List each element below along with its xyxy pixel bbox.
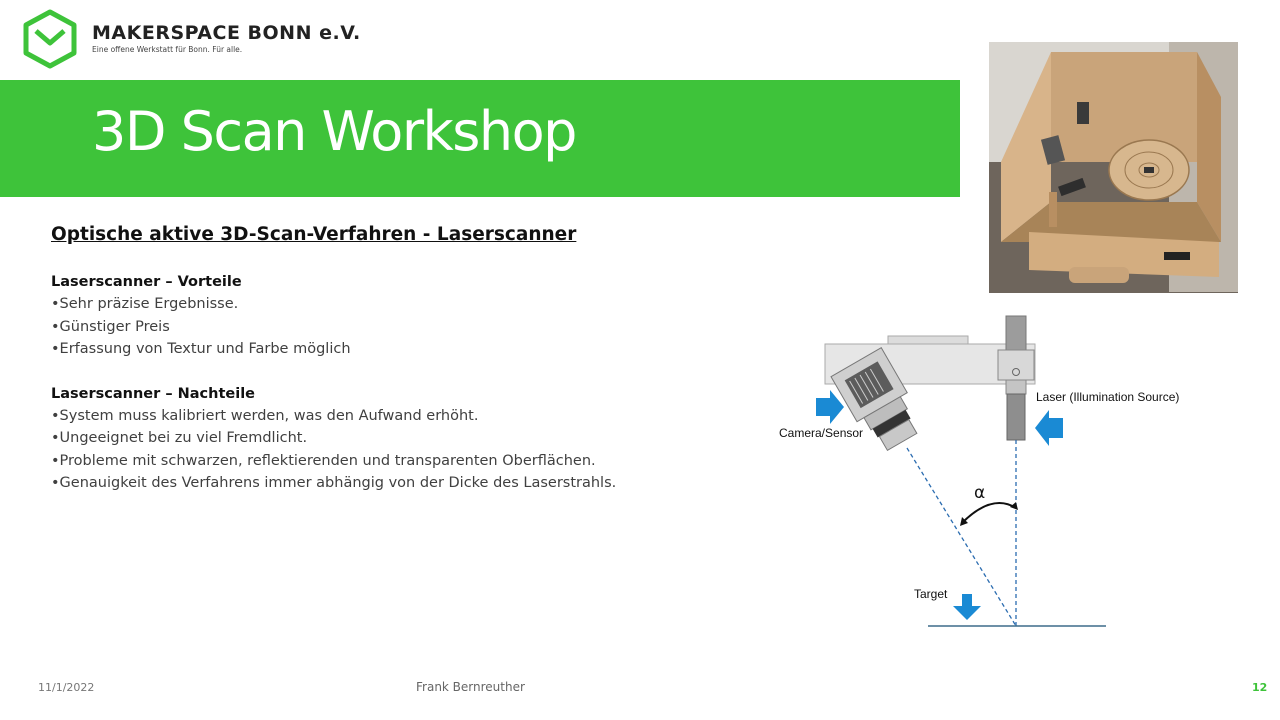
camera-arrow-icon (816, 390, 844, 424)
advantage-item: •Sehr präzise Ergebnisse. (51, 296, 239, 312)
footer-date: 11/1/2022 (38, 681, 95, 694)
org-tagline: Eine offene Werkstatt für Bonn. Für alle. (92, 45, 243, 54)
disadvantage-item: •System muss kalibriert werden, was den Aufwand erhöht. (51, 407, 479, 424)
page-number: 12 (1252, 681, 1268, 694)
disadvantage-item: •Ungeeignet bei zu viel Fremdlicht. (51, 430, 308, 446)
camera-label: Camera/Sensor (779, 426, 864, 440)
laser-triangulation-diagram (770, 310, 1210, 640)
laser-arrow-icon (1035, 410, 1063, 446)
advantage-item: •Erfassung von Textur und Farbe möglich (51, 341, 351, 357)
angle-label: α (974, 483, 986, 503)
target-arrow-icon (953, 594, 981, 620)
advantage-item: •Günstiger Preis (51, 318, 170, 335)
advantages-heading: Laserscanner – Vorteile (51, 274, 242, 290)
slide-title: 3D Scan Workshop (92, 100, 576, 163)
target-label: Target (914, 587, 948, 601)
slide-content (51, 224, 691, 495)
org-name: MAKERSPACE BONN e.V. (92, 22, 361, 44)
disadvantage-item: •Probleme mit schwarzen, reflektierenden und transparenten Oberflächen. (51, 452, 596, 469)
scanner-box-photo (989, 42, 1238, 293)
disadvantage-item: •Genauigkeit des Verfahrens immer abhängig von der Dicke des Laserstrahls. (51, 475, 617, 491)
makerspace-logo-icon (22, 9, 78, 69)
section-title: Optische aktive 3D-Scan-Verfahren - Laserscanner (51, 224, 577, 245)
disadvantages-heading: Laserscanner – Nachteile (51, 385, 256, 402)
laser-label: Laser (Illumination Source) (1036, 390, 1180, 404)
footer-author: Frank Bernreuther (416, 680, 525, 694)
